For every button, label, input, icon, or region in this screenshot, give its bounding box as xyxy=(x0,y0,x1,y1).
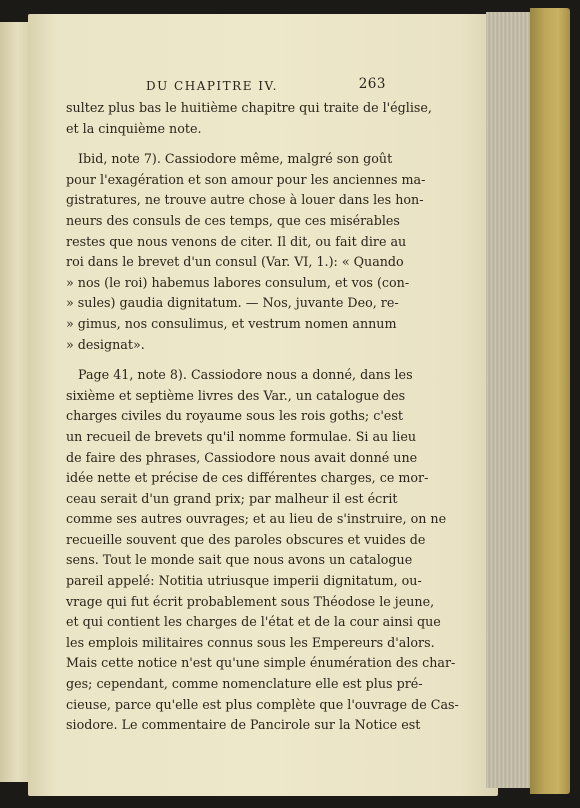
book-cover xyxy=(530,8,570,794)
paragraph-2 xyxy=(66,149,426,355)
text-line: » designat». xyxy=(66,336,145,352)
text-line: de faire des phrases, Cassiodore nous avait donné une xyxy=(66,449,418,465)
text-line: restes que nous venons de citer. Il dit, ou fait dire au xyxy=(66,233,407,249)
text-line: idée nette et précise de ces différentes charges, ce mor- xyxy=(66,470,429,486)
text-line: » sules) gaudia dignitatum. — Nos, juvante Deo, re- xyxy=(66,295,399,311)
text-line: et la cinquième note. xyxy=(66,120,202,136)
text-line: cieuse, parce qu'elle est plus complète que l'ouvrage de Cas- xyxy=(66,696,459,712)
text-line: ges; cependant, comme nomenclature elle est plus pré- xyxy=(66,676,423,692)
text-line: charges civiles du royaume sous les rois goths; c'est xyxy=(66,408,403,424)
text-line: un recueil de brevets qu'il nomme formulae. Si au lieu xyxy=(66,428,417,444)
text-line: sultez plus bas le huitième chapitre qui traite de l'église, xyxy=(66,100,432,115)
text-line: pareil appelé: Notitia utriusque imperii dignitatum, ou- xyxy=(66,573,422,589)
text-line: recueille souvent que des paroles obscures et vuides de xyxy=(66,531,426,547)
text-line: gistratures, ne trouve autre chose à louer dans les hon- xyxy=(66,192,424,208)
text-line: » gimus, nos consulimus, et vestrum nomen annum xyxy=(66,315,397,331)
text-line: Mais cette notice n'est qu'une simple énumération des char- xyxy=(66,655,456,671)
text-line: » nos (le roi) habemus labores consulum, et vos (con- xyxy=(66,274,410,290)
page-text xyxy=(66,76,459,736)
facing-page-edge xyxy=(0,22,31,782)
text-line: roi dans le brevet d'un consul (Var. VI, 1.): « Quando xyxy=(66,254,404,270)
text-line: ceau serait d'un grand prix; par malheur il est écrit xyxy=(66,490,398,506)
text-line: comme ses autres ouvrages; et au lieu de s'instruire, on ne xyxy=(66,511,447,527)
paragraph-1 xyxy=(66,98,432,139)
text-line: Page 41, note 8). Cassiodore nous a donné, dans les xyxy=(78,367,413,383)
running-head: DU CHAPITRE IV. xyxy=(146,79,278,93)
text-line: sixième et septième livres des Var., un catalogue des xyxy=(66,387,406,403)
text-line: sens. Tout le monde sait que nous avons un catalogue xyxy=(66,552,413,568)
text-line: neurs des consuls de ces temps, que ces misérables xyxy=(66,212,400,228)
text-line: vrage qui fut écrit probablement sous Théodose le jeune, xyxy=(66,593,435,609)
page-number: 263 xyxy=(358,76,386,92)
paragraph-3 xyxy=(66,365,459,736)
text-line: Ibid, note 7). Cassiodore même, malgré son goût xyxy=(78,151,393,167)
page-edges xyxy=(486,12,530,788)
text-line: siodore. Le commentaire de Pancirole sur la Notice est xyxy=(66,717,421,733)
page-header xyxy=(66,76,386,98)
text-line: et qui contient les charges de l'état et de la cour ainsi que xyxy=(66,614,441,630)
text-line: pour l'exagération et son amour pour les anciennes ma- xyxy=(66,171,426,187)
text-line: les emplois militaires connus sous les Empereurs d'alors. xyxy=(66,634,435,650)
